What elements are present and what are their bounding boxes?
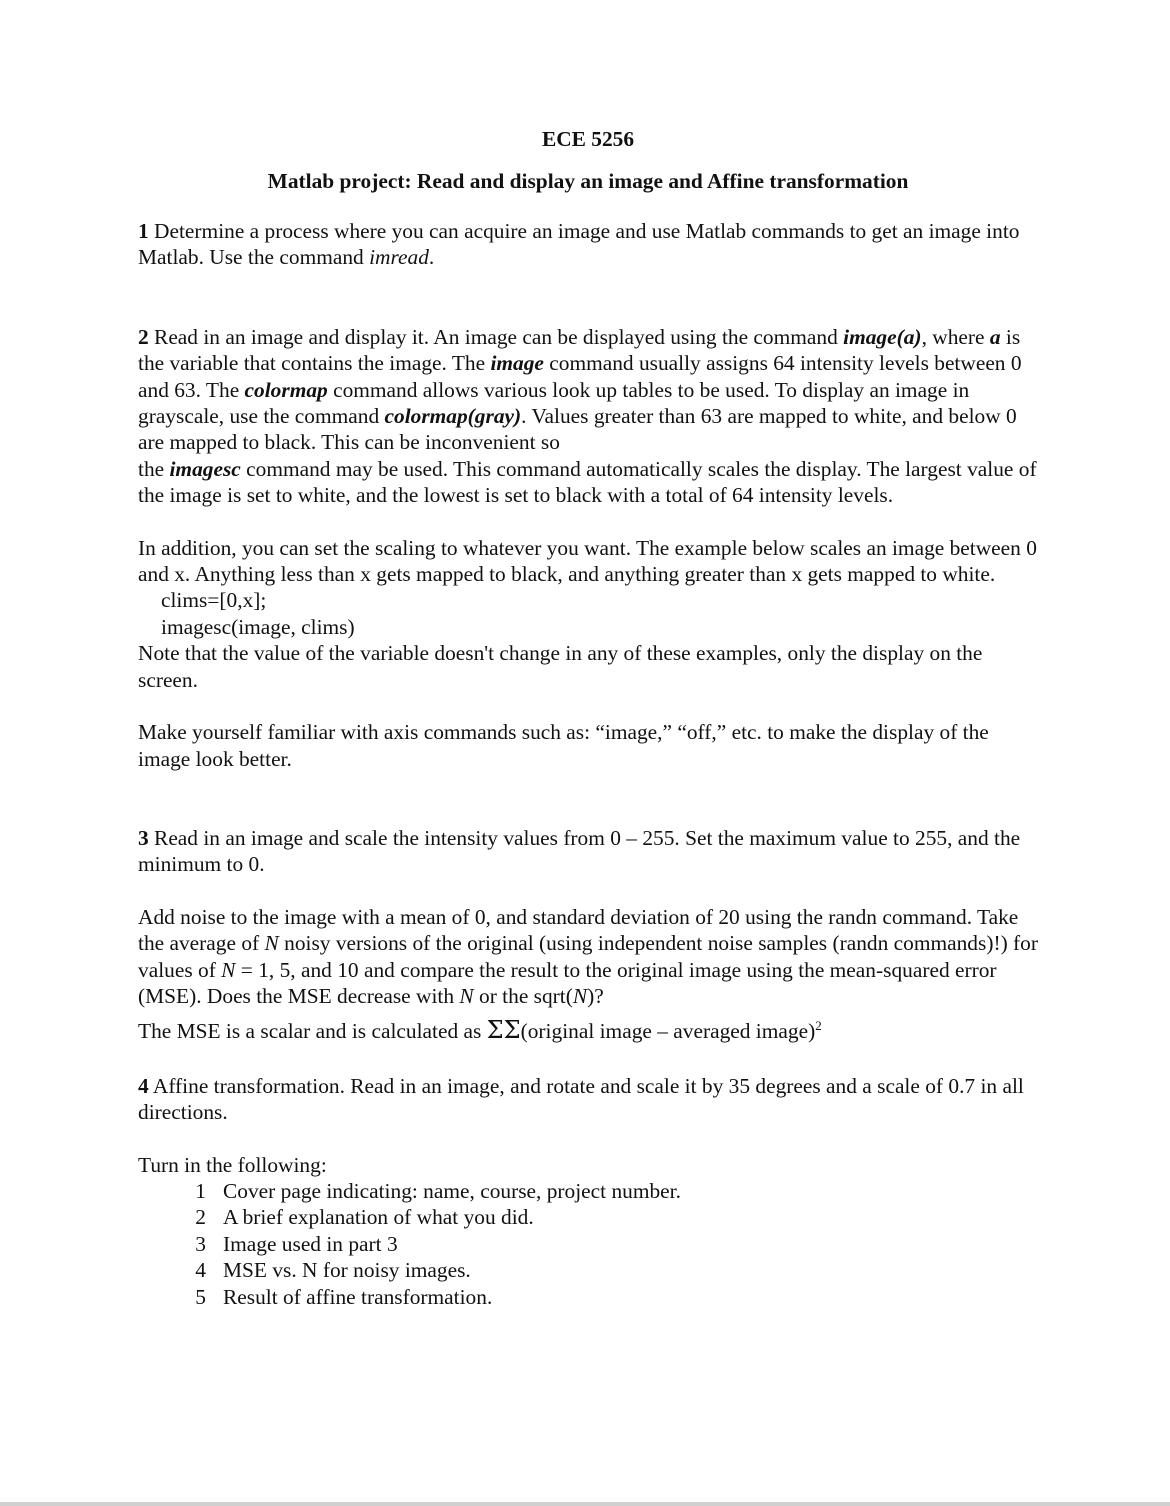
code-line-clims: clims=[0,x]; <box>161 588 267 613</box>
section-2-number: 2 <box>138 324 149 349</box>
page-bottom-divider <box>0 1502 1170 1506</box>
section-4: 4 Affine transformation. Read in an image, and rotate and scale it by 35 degrees and a scale of 0.7 in all directions. <box>138 1073 1024 1125</box>
double-sum-symbol: ΣΣ <box>486 1016 521 1045</box>
axis-paragraph: Make yourself familiar with axis commands such as: “image,” “off,” etc. to make the display of the image look better. <box>138 720 989 771</box>
section-2: 2 Read in an image and display it. An image can be displayed using the command image(a), where a is the variable that contains the image. The image command usually assigns 64 intensity levels between 0 and 63. The colormap command allows various look up tables to be used. To display an image in grayscale, use the command colormap(gray). Values greater than 63 are mapped to white, and below 0 are mapped to black. This can be inconvenient so the imagesc command may be used. This command automatically scales the display. The largest value of the image is set to white, and the lowest is set to black with a total of 64 intensity levels. <box>138 324 1037 508</box>
code-line-imagesc: imagesc(image, clims) <box>161 614 355 639</box>
turnin-heading: Turn in the following: <box>138 1152 327 1177</box>
variable-note: Note that the value of the variable doesn't change in any of these examples, only the display on the screen. <box>138 641 983 692</box>
section-3-number: 3 <box>138 825 149 850</box>
section-1: 1 Determine a process where you can acquire an image and use Matlab commands to get an image into Matlab. Use the command imread. <box>138 219 1020 270</box>
list-item: 2 A brief explanation of what you did. <box>195 1205 534 1230</box>
project-title: Matlab project: Read and display an image and Affine transformation <box>267 169 909 193</box>
section-4-number: 4 <box>138 1073 149 1098</box>
square-exponent: 2 <box>815 1018 822 1034</box>
mse-formula: The MSE is a scalar and is calculated as ΣΣ(original image – averaged image)$^2$ <box>138 1016 822 1045</box>
list-item: 5 Result of affine transformation. <box>195 1284 493 1309</box>
list-item: 1 Cover page indicating: name, course, project number. <box>195 1178 681 1203</box>
document-page <box>138 124 1038 1310</box>
list-item: 4 MSE vs. N for noisy images. <box>195 1258 471 1283</box>
turnin-list <box>138 1178 1038 1310</box>
section-3: 3 Read in an image and scale the intensity values from 0 – 255. Set the maximum value to 255, and the minimum to 0. <box>138 825 1021 877</box>
section-1-number: 1 <box>138 219 149 243</box>
scaling-paragraph: In addition, you can set the scaling to whatever you want. The example below scales an image between 0 and x. Anything less than x gets mapped to black, and anything greater than x gets mapped to white. <box>138 535 1037 587</box>
course-title: ECE 5256 <box>541 127 635 151</box>
list-item: 3 Image used in part 3 <box>195 1231 398 1256</box>
imread-command: imread <box>369 245 429 270</box>
noise-paragraph: Add noise to the image with a mean of 0, and standard deviation of 20 using the randn command. Take the average of N noisy versions of the original (using independent noise samples (randn commands)!) for values of N = 1, 5, and 10 and compare the result to the original image using the mean-squared error (MSE). Does the MSE decrease with N or the sqrt(N)? <box>138 904 1038 1008</box>
